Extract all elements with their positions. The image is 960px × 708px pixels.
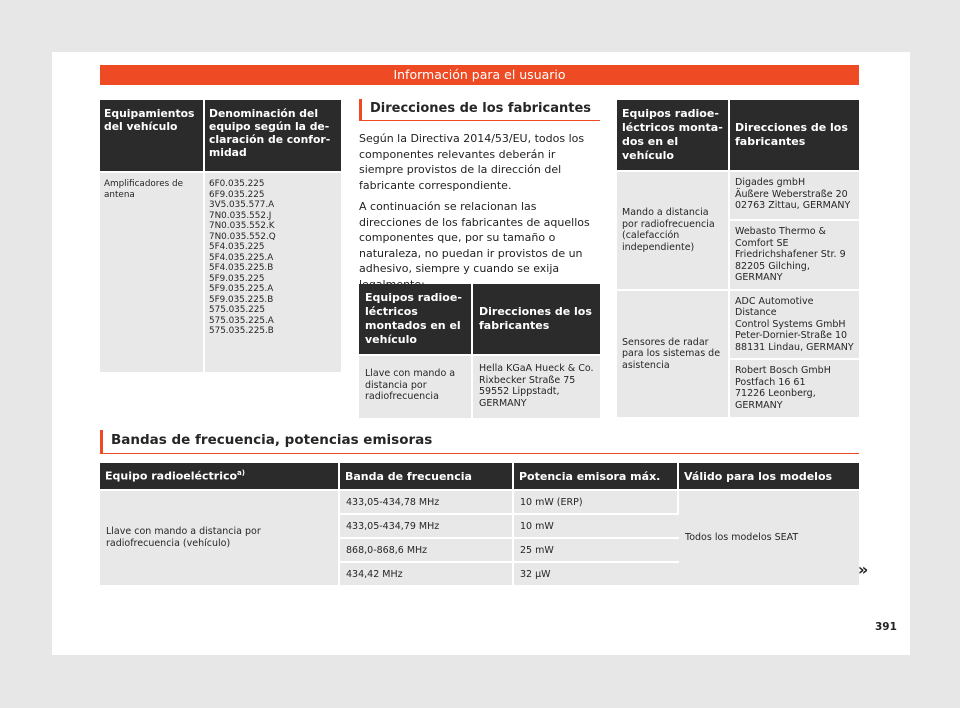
address-line: Webasto Thermo & [735,226,826,237]
code: 5F9.035.225 [209,273,265,284]
address-line: Peter-Dornier-Straße 10 [735,330,848,341]
table-header: Equipamientos del vehículo [100,100,205,171]
code: 7N0.035.552.K [209,221,275,231]
device-label: Llave con mando a distancia por radiofrecuencia (vehículo) [100,489,340,585]
header-label: Equipo radioeléctrico [105,469,238,483]
address-line: 02763 Zittau, GERMANY [735,200,851,211]
address-line: GERMANY [735,399,783,411]
address-line: ADC Automotive Distance [735,295,814,318]
section-title: Direcciones de los fabricantes [359,99,600,121]
address-line: 82205 Gilching, GERMANY [735,260,810,283]
code: 5F4.035.225.A [209,252,274,263]
table-header: Válido para los modelos [679,463,859,489]
manufacturer-address-table [359,284,600,418]
address-line: Äußere Weberstraße 20 [735,188,848,200]
continue-arrow-icon: » [858,560,869,579]
table-header: Equipos radioeléctricos montados en el vehículo [617,100,730,170]
paragraph: A continuación se relacionan las direcciones de los fabricantes de aquellos componentes que, por su tamaño o naturaleza, no puedan ir provistos de un adhesivo, siempre y cuando se exija [359,200,590,275]
address [730,170,859,219]
address-line: Postfach 16 61 [735,376,806,388]
section-title: Bandas de frecuencia, potencias emisoras [100,430,859,454]
code: 6F0.035.225 [209,179,265,189]
table-row [617,289,859,359]
address-line: Rixbecker Straße 75 [479,374,576,386]
address-line: Robert Bosch GmbH [735,365,831,376]
address-line: 59552 Lippstadt, [479,386,560,397]
code: 6F9.035.225 [209,189,265,200]
row-label: Mando a distancia por radiofrecuencia (calefacción independiente) [617,170,730,289]
table-header: Equipos radioeléctricos montados en el vehículo [359,284,473,354]
address-line: Friedrichshafener Str. 9 [735,249,846,260]
power-cell: 25 mW [514,537,679,561]
equipment-denomination-table [100,100,341,372]
address [730,289,859,359]
address-line: Digades gmbH [735,177,806,188]
row-label: Llave con mando a distancia por radiofrecuencia [359,354,473,418]
code: 5F4.035.225.B [209,263,274,273]
address [730,219,859,289]
table-row [100,171,341,372]
band-cell: 868,0-868,6 MHz [340,537,514,561]
code: 575.035.225.B [209,326,274,336]
table-header: Banda de frecuencia [340,463,514,489]
frequency-bands-table [100,463,859,585]
address-line: Control Systems GmbH [735,318,846,330]
row-label: Amplificadores de antena [100,171,205,372]
code: 5F9.035.225.B [209,294,274,305]
code: 7N0.035.552.J [209,210,272,221]
code-list [205,171,341,372]
band-cell: 434,42 MHz [340,561,514,585]
manufacturer-address-table-2 [617,100,859,417]
table-header: Denominación del equipo según la declaración de conformidad [205,100,341,171]
table-header [100,463,340,489]
page-number: 391 [875,621,897,633]
row-label: Sensores de radar para los sistemas de asistencia [617,289,730,418]
power-cell: 32 µW [514,561,679,585]
code: 575.035.225.A [209,315,274,326]
table-header: Direcciones de los fabricantes [730,100,859,170]
code: 3V5.035.577.A [209,200,275,210]
table-row [617,170,859,219]
table-row [359,354,600,418]
address-line: Comfort SE [735,237,789,249]
address-line: 71226 Leonberg, [735,388,816,399]
code: 5F9.035.225.A [209,284,274,294]
band-cell: 433,05-434,78 MHz [340,489,514,513]
code: 575.035.225 [209,305,265,315]
models-cell: Todos los modelos SEAT [679,489,859,585]
section-header-bar: Información para el usuario [100,65,859,85]
band-cell: 433,05-434,79 MHz [340,513,514,537]
address [730,358,859,417]
address-line: 88131 Lindau, GERMANY [735,341,854,353]
paragraph: Según la Directiva 2014/53/EU, todos los componentes relevantes deberán ir siempre provistos de la dirección del fabricante correspondiente. [359,132,585,192]
power-cell: 10 mW [514,513,679,537]
table-header: Direcciones de los fabricantes [473,284,600,354]
address-line: Hella KGaA Hueck & Co. [479,363,594,374]
address-line: GERMANY [479,397,527,409]
code: 5F4.035.225 [209,242,265,252]
footnote-marker: a) [237,469,245,478]
table-row [100,489,859,513]
power-cell: 10 mW (ERP) [514,489,679,513]
code: 7N0.035.552.Q [209,231,276,242]
address [473,354,600,418]
table-header: Potencia emisora máx. [514,463,679,489]
